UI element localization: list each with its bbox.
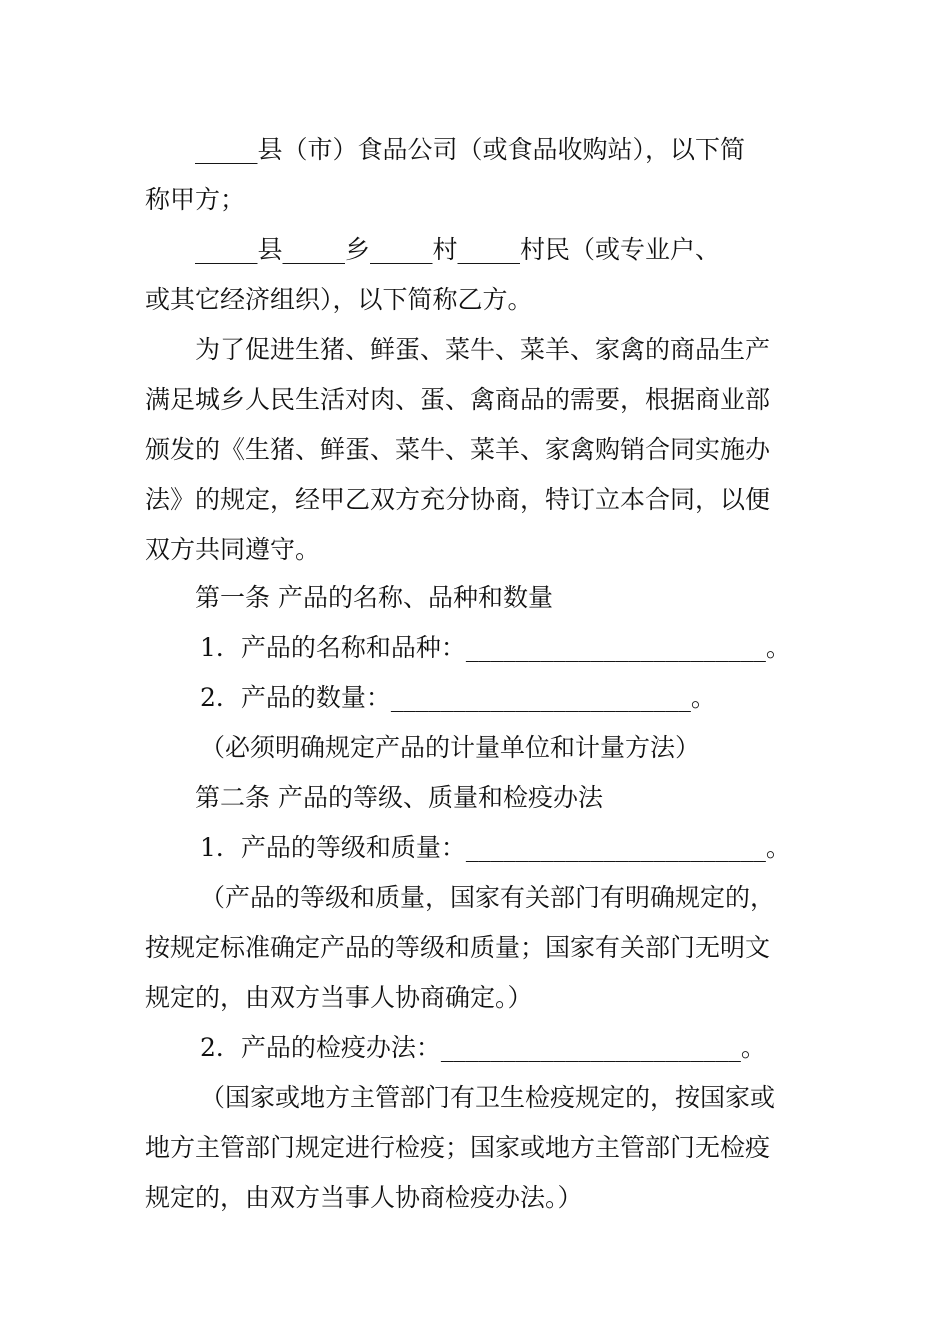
clause-note-line: （国家或地方主管部门有卫生检疫规定的，按国家或 [200, 1083, 776, 1112]
party-a-line: _____县（市）食品公司（或食品收购站），以下简 [195, 135, 746, 164]
preamble-paragraph-line: 满足城乡人民生活对肉、蛋、禽商品的需要，根据商业部 [145, 385, 771, 414]
clause-note-line: （产品的等级和质量，国家有关部门有明确规定的， [200, 883, 776, 912]
preamble-paragraph-line: 法》的规定，经甲乙双方充分协商，特订立本合同，以便 [145, 485, 771, 514]
clause-note-line: 地方主管部门规定进行检疫；国家或地方主管部门无检疫 [145, 1133, 771, 1162]
preamble-paragraph-line: 双方共同遵守。 [145, 535, 321, 564]
preamble-paragraph-line: 为了促进生猪、鲜蛋、菜牛、菜羊、家禽的商品生产 [195, 335, 771, 364]
clause-item: 1．产品的名称和品种：________________________。 [200, 633, 791, 662]
party-b-line: _____县_____乡_____村_____村民（或专业户、 [195, 235, 721, 264]
clause-item: 2．产品的数量：________________________。 [200, 683, 716, 712]
clause-item: 2．产品的检疫办法：________________________。 [200, 1033, 766, 1062]
party-a-line-cont: 称甲方； [145, 185, 246, 214]
preamble-paragraph-line: 颁发的《生猪、鲜蛋、菜牛、菜羊、家禽购销合同实施办 [145, 435, 771, 464]
article-one-heading: 第一条 产品的名称、品种和数量 [195, 583, 553, 612]
clause-note: （必须明确规定产品的计量单位和计量方法） [200, 733, 701, 762]
clause-note-line: 按规定标准确定产品的等级和质量；国家有关部门无明文 [145, 933, 771, 962]
clause-item: 1．产品的等级和质量：________________________。 [200, 833, 791, 862]
clause-note-line: 规定的，由双方当事人协商检疫办法。） [145, 1183, 583, 1212]
party-b-line-cont: 或其它经济组织），以下简称乙方。 [145, 285, 533, 314]
clause-note-line: 规定的，由双方当事人协商确定。） [145, 983, 533, 1012]
article-two-heading: 第二条 产品的等级、质量和检疫办法 [195, 783, 603, 812]
